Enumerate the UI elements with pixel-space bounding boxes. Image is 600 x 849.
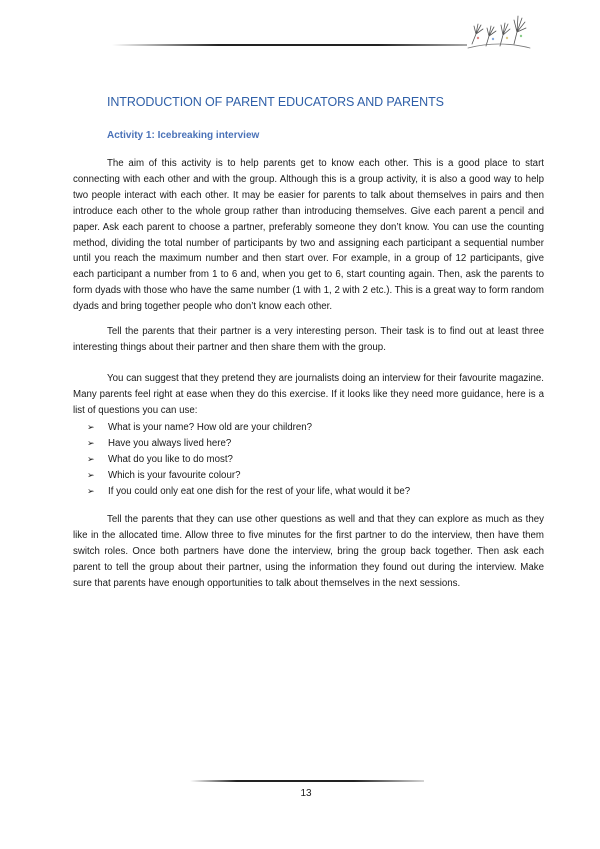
question-text: What do you like to do most? [108, 453, 233, 465]
question-text: Have you always lived here? [108, 437, 232, 449]
header-rule [112, 44, 467, 46]
arrow-bullet-icon: ➢ [87, 485, 95, 496]
paragraph-journalist: You can suggest that they pretend they are journalists doing an interview for their favourite magazine. Many parents feel right at ease when they do this exercise. If it looks like they need more guidance, here is a list of questions you can use: [73, 373, 544, 416]
question-list [73, 420, 544, 500]
list-item [73, 468, 544, 484]
list-item [73, 452, 544, 468]
arrow-bullet-icon: ➢ [87, 422, 95, 432]
question-text: What is your name? How old are your children? [108, 422, 313, 433]
hands-logo-icon [466, 10, 532, 50]
activity-title: Activity 1: Icebreaking interview [107, 130, 260, 141]
list-item [73, 420, 544, 436]
arrow-bullet-icon: ➢ [87, 437, 95, 448]
footer-rule [190, 780, 424, 782]
arrow-bullet-icon: ➢ [87, 469, 95, 480]
question-text: Which is your favourite colour? [108, 469, 241, 481]
paragraph-partner-task: Tell the parents that their partner is a very interesting person. Their task is to find out at least three interesting things about their partner and then share them with the group. [73, 326, 544, 353]
list-item [73, 484, 544, 500]
arrow-bullet-icon: ➢ [87, 453, 95, 464]
question-text: If you could only eat one dish for the rest of your life, what would it be? [108, 485, 411, 497]
list-item [73, 436, 544, 452]
paragraph-aim: The aim of this activity is to help parents get to know each other. This is a good place to start connecting with each other and with the group. Although this is a group activity, it is also a good way to help two people interact with each other. It may be easier for parents to talk about themselves in pairs and then introduce each other to the whole group rather than introducing themselves. Give each parent a pencil and paper. Ask each parent to choose a partner, preferably someone they don’t know. You can use the counting method, dividing the total number of participants by two and assigning each participant a sequential number until you reach the maximum number and then start over. For example, in a group of 12 participants, give each participant a number from 1 to 6 and, when you get to 6, start counting again. Then, ask the parents to form dyads with those who have the same number (1 with 1, 2 with 2 etc.). This is a great way to form random dyads and bring together people who don’t know each other. [73, 158, 544, 313]
section-title: INTRODUCTION OF PARENT EDUCATORS AND PARENTS [107, 95, 444, 109]
paragraph-instructions: Tell the parents that they can use other questions as well and that they can explore as much as they like in the allocated time. Allow three to five minutes for the first partner to do the interview, then have them switch roles. Once both partners have done the interview, bring the group back together. Then ask each parent to tell the group about their partner, using the information they found out during the interview. Make sure that parents have enough opportunities to talk about themselves in the next sessions. [73, 514, 544, 589]
page-number: 13 [300, 788, 312, 799]
